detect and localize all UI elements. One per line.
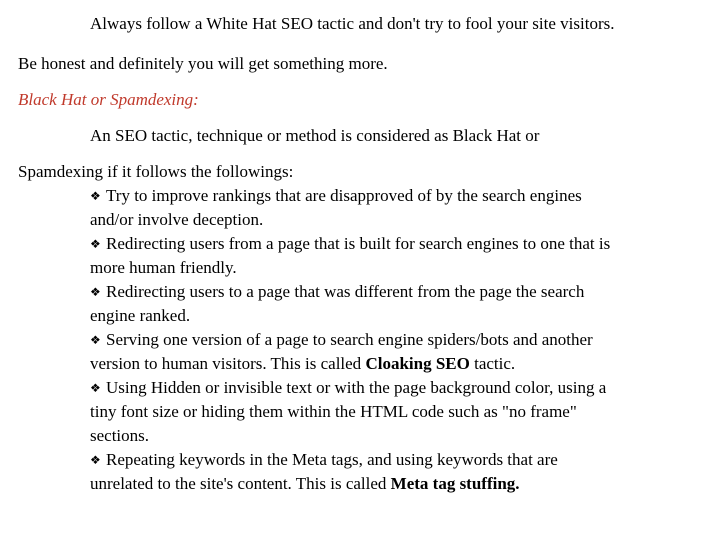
bullet-item-6-line2 xyxy=(90,472,520,496)
diamond-bullet-icon xyxy=(90,448,104,472)
bullet-text: Redirecting users from a page that is built for search engines to one that is xyxy=(106,234,611,253)
bullet-text-after: tactic. xyxy=(469,354,516,373)
diamond-bullet-icon xyxy=(90,184,104,208)
bullet-item-1-line1 xyxy=(90,184,582,208)
bullet-item-6-line1 xyxy=(90,448,558,472)
bullet-item-5-line3: sections. xyxy=(90,426,150,445)
bullet-text: Repeating keywords in the Meta tags, and using keywords that are xyxy=(106,450,558,469)
bullet-item-3-line2: engine ranked. xyxy=(90,306,191,325)
bullet-item-1-line2: and/or involve deception. xyxy=(90,210,264,229)
paragraph1-line1: Always follow a White Hat SEO tactic and don't try to fool your site visitors. xyxy=(90,14,615,33)
bullet-text: Serving one version of a page to search engine spiders/bots and another xyxy=(106,330,593,349)
bullet-text: Redirecting users to a page that was different from the page the search xyxy=(106,282,585,301)
diamond-bullet-icon xyxy=(90,280,104,304)
bullet-text: Using Hidden or invisible text or with the page background color, using a xyxy=(106,378,607,397)
bullet-text: version to human visitors. This is called xyxy=(90,354,366,373)
diamond-bullet-icon xyxy=(90,328,104,352)
bullet-item-5-line2: tiny font size or hiding them within the HTML code such as "no frame" xyxy=(90,402,577,421)
paragraph1-line2: Be honest and definitely you will get something more. xyxy=(18,54,388,73)
bullet-item-3-line1 xyxy=(90,280,584,304)
bullet-item-4-line2 xyxy=(90,352,515,376)
paragraph2-line1: An SEO tactic, technique or method is considered as Black Hat or xyxy=(90,126,540,145)
diamond-bullet-icon xyxy=(90,376,104,400)
bullet-item-4-line1 xyxy=(90,328,593,352)
bold-term: Meta tag stuffing. xyxy=(390,474,520,493)
section-heading: Black Hat or Spamdexing: xyxy=(18,90,199,109)
bullet-item-2-line2: more human friendly. xyxy=(90,258,237,277)
paragraph2-line2: Spamdexing if it follows the followings: xyxy=(18,162,294,181)
bullet-text: Try to improve rankings that are disapproved of by the search engines xyxy=(106,186,582,205)
bold-term: Cloaking SEO xyxy=(365,354,470,373)
bullet-text: unrelated to the site's content. This is called xyxy=(90,474,391,493)
bullet-item-2-line1 xyxy=(90,232,610,256)
diamond-bullet-icon xyxy=(90,232,104,256)
bullet-item-5-line1 xyxy=(90,376,606,400)
